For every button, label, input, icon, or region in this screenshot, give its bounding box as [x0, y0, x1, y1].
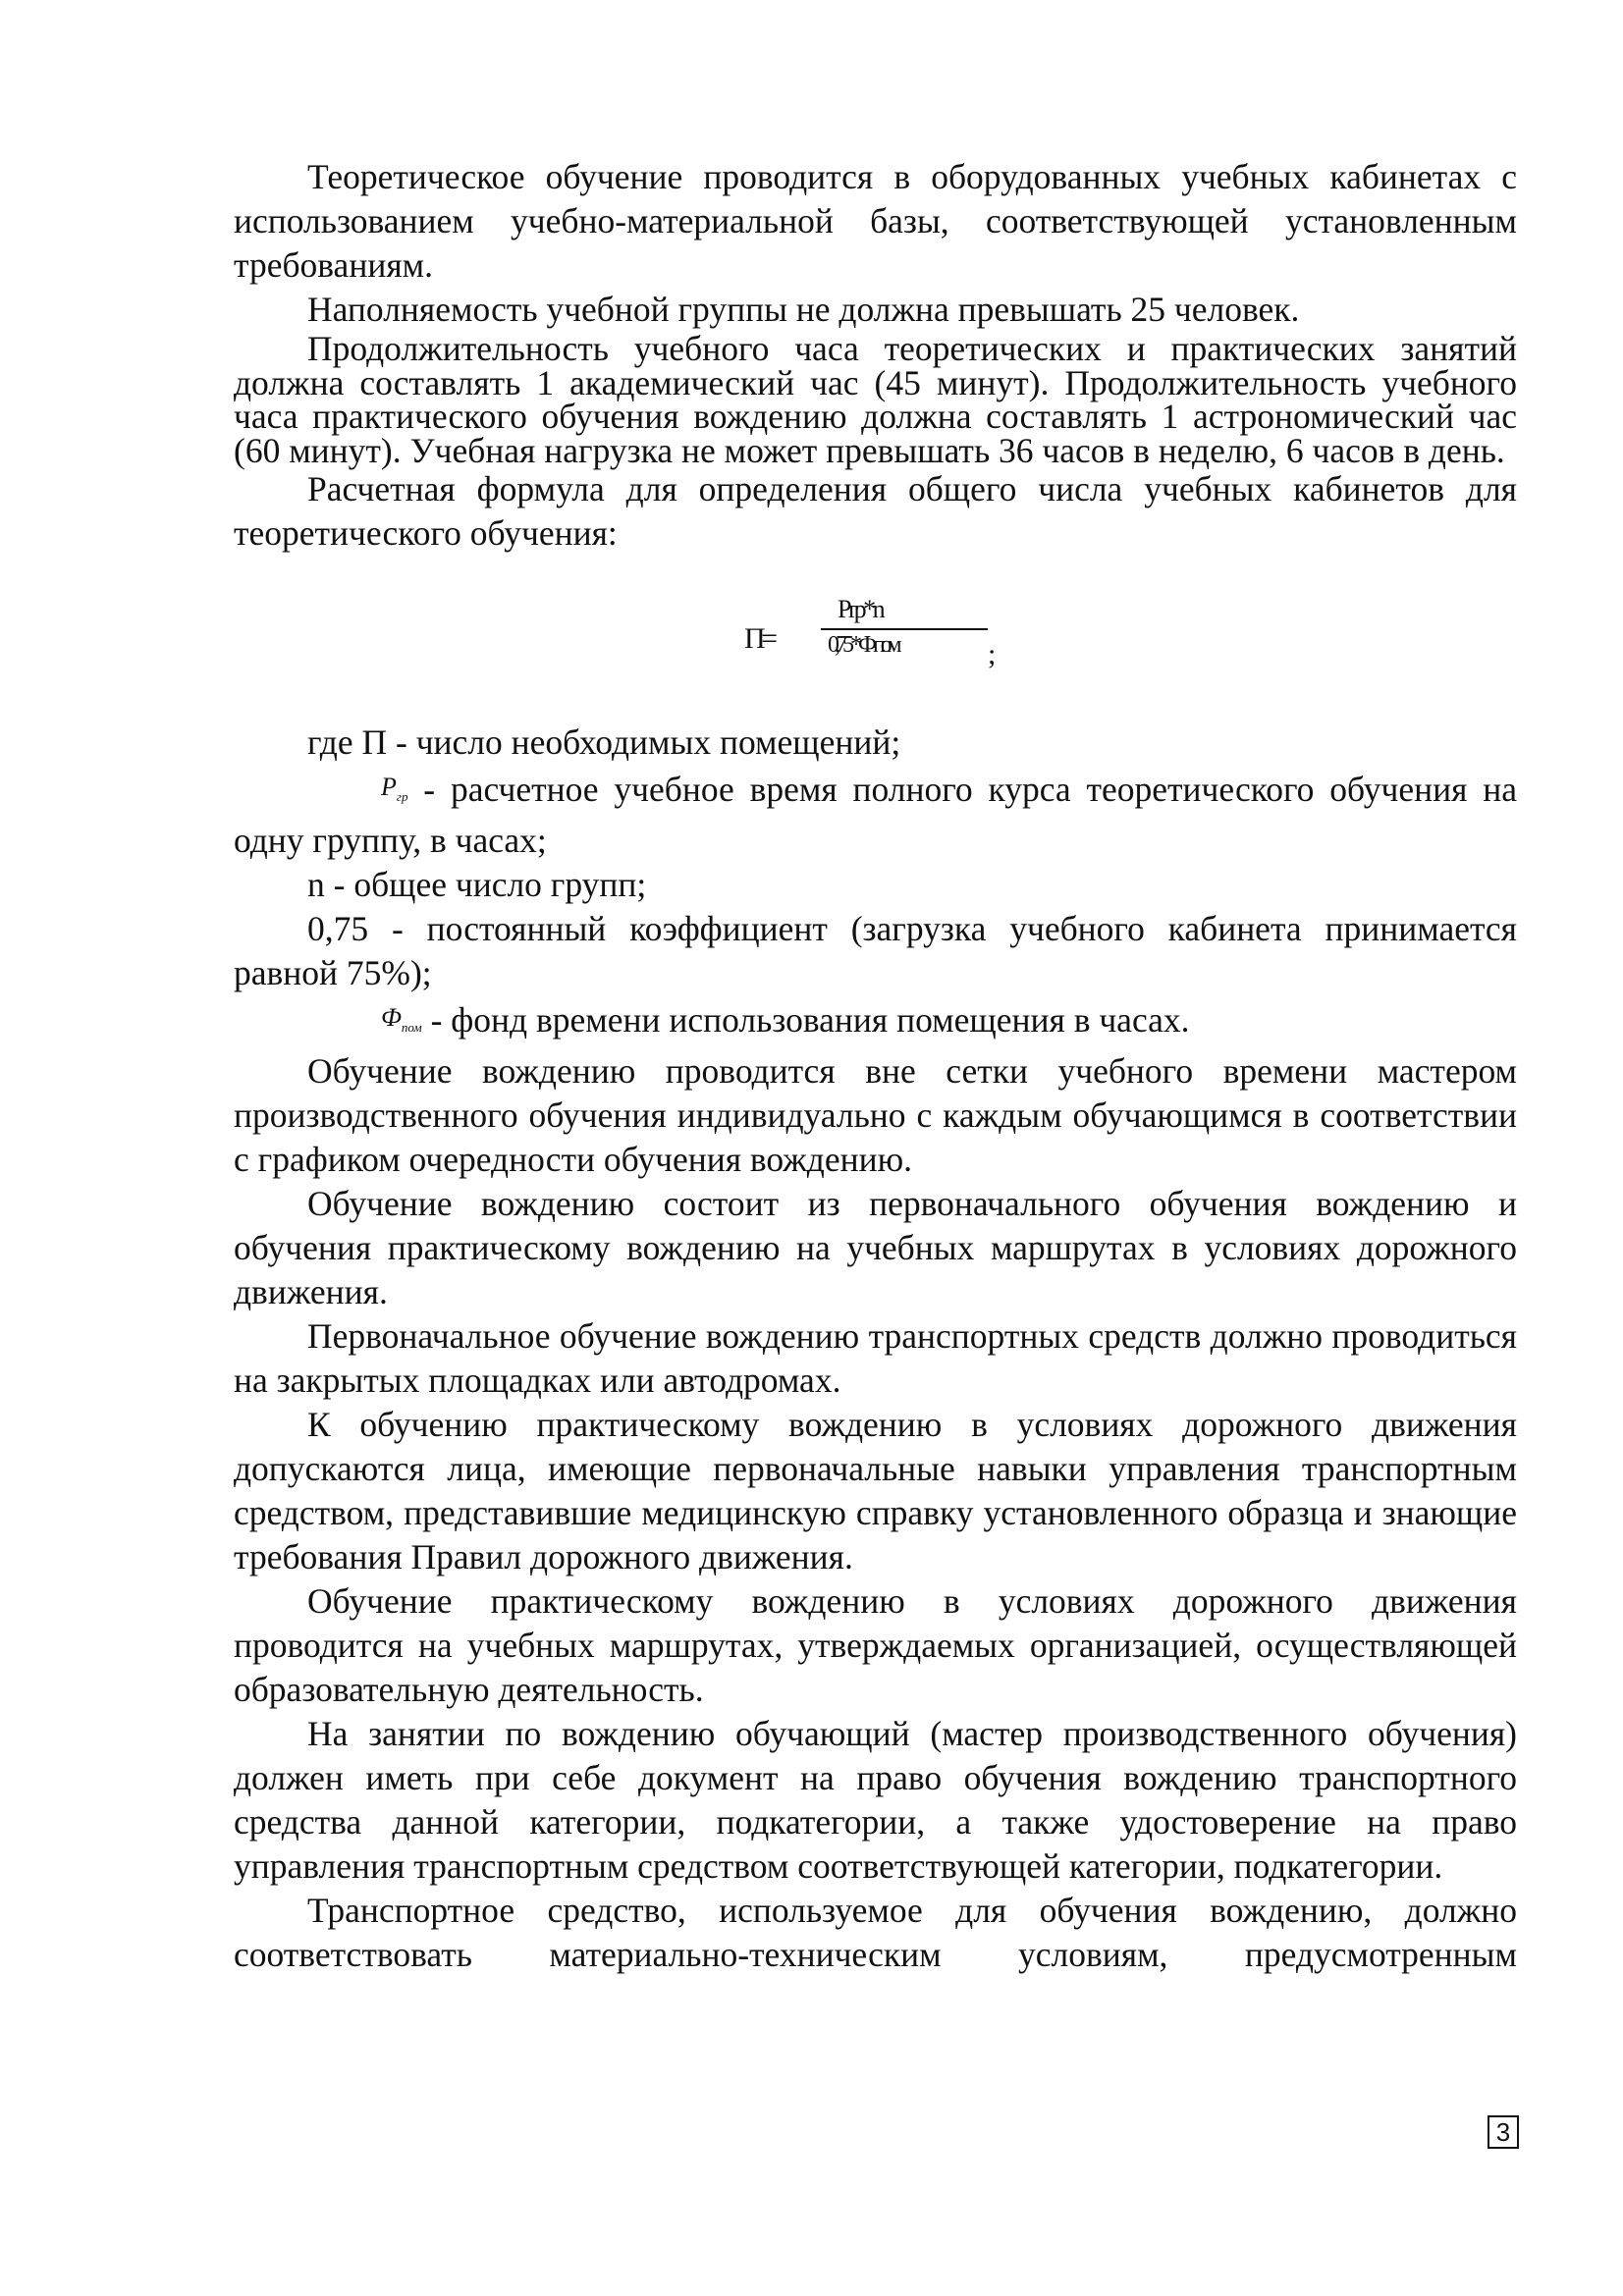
paragraph-driving-stages: Обучение вождению состоит из первоначального обучения вождению и обучения практическому вождению на учебных маршрутах в условиях дорожного движения. [234, 1184, 1517, 1311]
page-number-badge: 3 [1488, 2115, 1519, 2149]
paragraph-instructor-documents: На занятии по вождению обучающий (мастер производственного обучения) должен иметь при себе документ на право обучения вождению транспортного средства данной категории, подкатегории, а также удостоверение на право управления транспортным средством соответствующей категории, подкатегории. [234, 1714, 1517, 1886]
paragraph-where-p: где П - число необходимых помещений; [307, 722, 901, 762]
formula-fraction-line [821, 628, 988, 630]
paragraph-fpom-definition: $Ф_{пом}$ - фонд времени использования помещения в часах. [234, 995, 1517, 1049]
paragraph-coefficient-definition: 0,75 - постоянный коэффициент (загрузка учебного кабинета принимается равной 75%); [234, 909, 1517, 992]
paragraph-n-definition: n - общее число групп; [307, 865, 647, 904]
formula-numerator: Р гр * n [838, 595, 881, 623]
symbol-rgr: $Р_{гр}$ [381, 773, 408, 804]
paragraph-initial-training: Первоначальное обучение вождению транспортных средств должно проводиться на закрытых площадках или автодромах. [234, 1316, 1517, 1400]
paragraph-admission-requirements: К обучению практическому вождению в условиях дорожного движения допускаются лица, имеющие первоначальные навыки управления транспортным средством, представившие медицинскую справку установленного образца и знающие требования Правил дорожного движения. [234, 1405, 1517, 1576]
classroom-count-formula [744, 595, 1058, 683]
paragraph-training-routes: Обучение практическому вождению в условиях дорожного движения проводится на учебных маршрутах, утверждаемых организацией, осуществляющей образовательную деятельность. [234, 1581, 1517, 1709]
paragraph-group-size: Наполняемость учебной группы не должна превышать 25 человек. [307, 290, 1300, 329]
paragraph-rgr-definition: $Р_{гр}$ - расчетное учебное время полного курса теоретического обучения на одну группу, в часах; [234, 765, 1517, 863]
symbol-fpom: $Ф_{пом}$ [381, 1003, 422, 1035]
paragraph-theory-classrooms: Теоретическое обучение проводится в оборудованных учебных кабинетах с использованием учебно-материальной базы, соответствующей установленным требованиям. [234, 157, 1517, 285]
paragraph-vehicle-requirements: Транспортное средство, используемое для обучения вождению, должно соответствовать материально-техническим условиям, предусмотренным [234, 1891, 1517, 1974]
paragraph-driving-outside-schedule: Обучение вождению проводится вне сетки учебного времени мастером производственного обучения индивидуально с каждым обучающимся в соответствии с графиком очередности обучения вождению. [234, 1051, 1517, 1179]
paragraph-hour-duration: Продолжительность учебного часа теоретических и практических занятий должна составлять 1 академический час (45 минут). Продолжительность учебного часа практического обучения вождению должна составлять 1 астрономический час (60 минут). Учебная нагрузка не может превышать 36 часов в неделю, 6 часов в день. [234, 329, 1517, 470]
formula-block [234, 556, 1517, 713]
paragraph-formula-intro: Расчетная формула для определения общего числа учебных кабинетов для теоретического обучения: [234, 469, 1517, 553]
formula-denominator: 0,75 * Ф пом [828, 632, 897, 658]
formula-lhs: П = [744, 622, 773, 655]
document-page [234, 155, 1517, 1977]
formula-semicolon: ; [988, 638, 997, 670]
